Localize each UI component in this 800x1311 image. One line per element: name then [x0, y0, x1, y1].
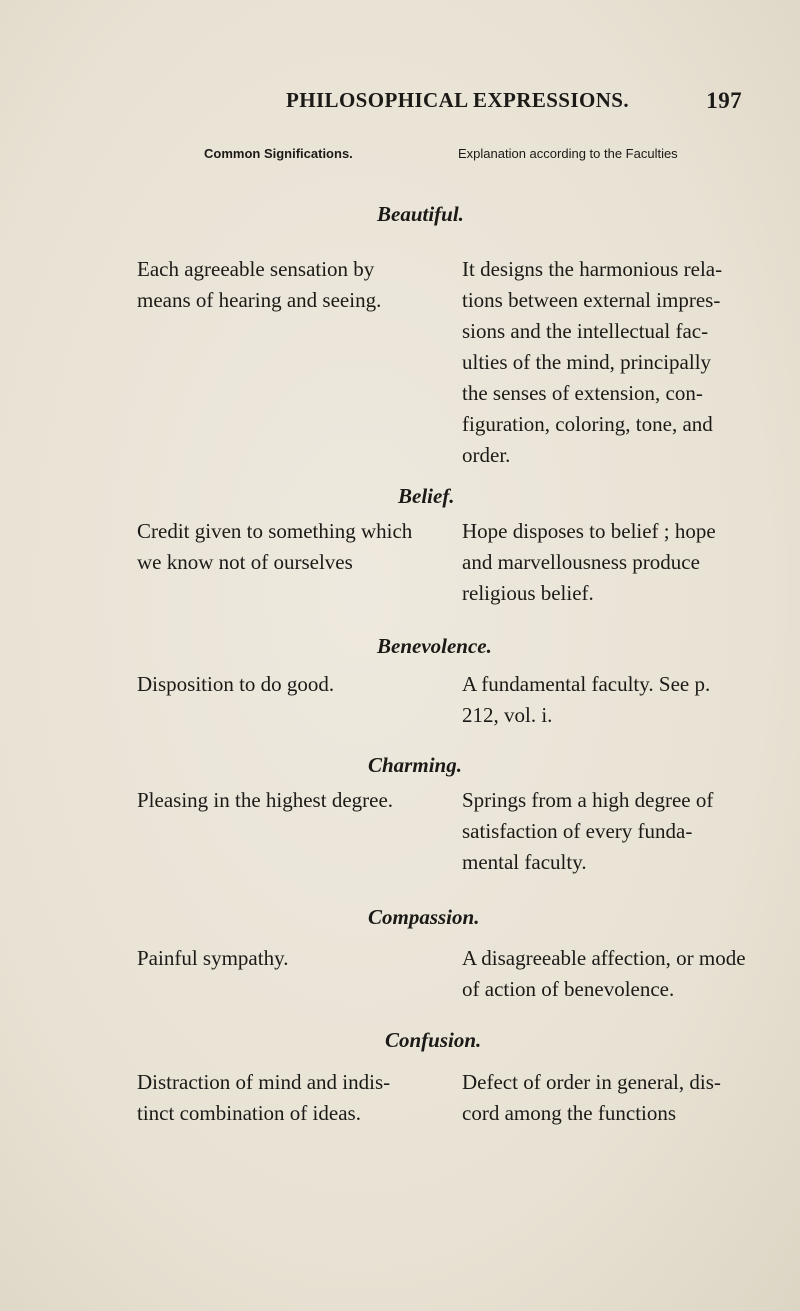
text-line: means of hearing and seeing. — [137, 288, 382, 312]
entry-term: Charming. — [368, 753, 462, 777]
text-line: and marvellousness produce — [462, 550, 700, 574]
entry-right-text — [462, 254, 765, 471]
text-line: A fundamental faculty. See p. — [462, 672, 711, 696]
entry-term: Belief. — [398, 484, 455, 508]
entry-left-text — [137, 943, 437, 974]
text-line: satisfaction of every funda- — [462, 819, 693, 843]
text-line: cord among the functions — [462, 1101, 677, 1125]
column-head-right: Explanation according to the Faculties — [458, 146, 678, 161]
text-line: figuration, coloring, tone, and — [462, 412, 713, 436]
entry-left-text — [137, 1067, 437, 1129]
text-line: Hope disposes to belief ; hope — [462, 519, 716, 543]
text-line: It designs the harmonious rela- — [462, 257, 723, 281]
running-head-title: PHILOSOPHICAL EXPRESSIONS. — [286, 88, 629, 112]
text-line: Defect of order in general, dis- — [462, 1070, 721, 1094]
entry-term: Beautiful. — [377, 202, 464, 226]
text-line: Disposition to do good. — [137, 672, 335, 696]
entry-right-text — [462, 785, 765, 878]
text-line: tinct combination of ideas. — [137, 1101, 361, 1125]
column-head-left: Common Significations. — [204, 146, 353, 161]
text-line: the senses of extension, con- — [462, 381, 703, 405]
page-number: 197 — [706, 88, 742, 113]
text-line: Each agreeable sensation by — [137, 257, 375, 281]
entry-right-text — [462, 1067, 765, 1129]
text-line: Credit given to something which — [137, 519, 413, 543]
entry-term: Confusion. — [385, 1028, 482, 1052]
text-line: Pleasing in the highest degree. — [137, 788, 394, 812]
text-line: Distraction of mind and indis- — [137, 1070, 391, 1094]
running-head — [286, 88, 742, 113]
text-line: A disagreeable affection, or mode — [462, 946, 746, 970]
text-line: mental faculty. — [462, 850, 587, 874]
entry-term: Compassion. — [368, 905, 480, 929]
entry-right-text — [462, 943, 765, 1005]
text-line: ulties of the mind, principally — [462, 350, 712, 374]
text-line: sions and the intellectual fac- — [462, 319, 709, 343]
entry-term: Benevolence. — [377, 634, 492, 658]
entry-left-text — [137, 785, 437, 816]
entry-right-text — [462, 669, 765, 731]
text-line: order. — [462, 443, 511, 467]
text-line: Springs from a high degree of — [462, 788, 714, 812]
entry-left-text — [137, 516, 437, 578]
text-line: 212, vol. i. — [462, 703, 553, 727]
text-line: of action of benevolence. — [462, 977, 675, 1001]
text-line: we know not of ourselves — [137, 550, 353, 574]
text-line: Painful sympathy. — [137, 946, 289, 970]
text-line: tions between external impres- — [462, 288, 721, 312]
entry-left-text — [137, 669, 437, 700]
entry-right-text — [462, 516, 765, 609]
entry-left-text — [137, 254, 437, 316]
text-line: religious belief. — [462, 581, 594, 605]
